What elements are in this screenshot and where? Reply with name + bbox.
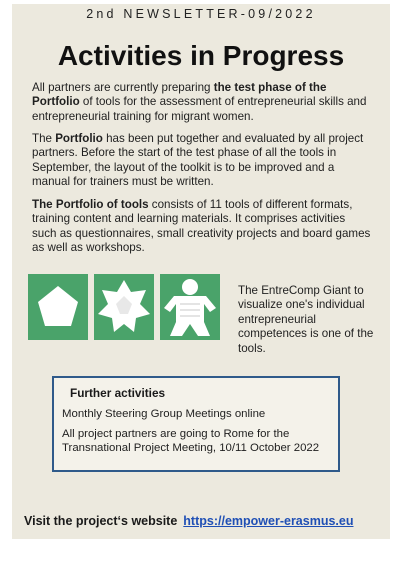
project-website-link[interactable]: https://empower-erasmus.eu bbox=[183, 514, 354, 528]
para3-text: consists of 11 tools of different formats, training content and learning materials. It comprises activities such as questionnaires, small creativity projects and board games as well as workshops. bbox=[32, 198, 371, 255]
para1-text-a: All partners are currently preparing bbox=[32, 81, 214, 94]
paragraph-test-phase bbox=[32, 81, 372, 124]
para2-text-a: The bbox=[32, 132, 56, 145]
paragraph-portfolio-tools bbox=[32, 198, 372, 256]
further-activity-1: Monthly Steering Group Meetings online bbox=[62, 408, 266, 420]
further-activities-heading: Further activities bbox=[70, 386, 166, 400]
further-activities-box bbox=[52, 376, 340, 472]
para3-bold: The Portfolio of tools bbox=[32, 198, 149, 211]
pentagon-paper-image bbox=[28, 274, 88, 340]
newsletter-header: 2nd NEWSLETTER-09/2022 bbox=[86, 7, 316, 21]
tool-images bbox=[28, 274, 228, 340]
entrecomp-caption: The EntreComp Giant to visualize one's individual entrepreneurial competences is one of the tools. bbox=[238, 284, 374, 355]
website-footer bbox=[24, 514, 384, 528]
paragraph-portfolio bbox=[32, 132, 372, 190]
further-activity-2: All project partners are going to Rome for the Transnational Project Meeting, 10/11 October 2022 bbox=[62, 427, 320, 454]
footer-label: Visit the project‘s website bbox=[24, 514, 178, 528]
page-title: Activities in Progress bbox=[57, 40, 345, 71]
para2-text-b: has been put together and evaluated by all project partners. Before the start of the test phase of all the tools in September, the layout of the toolkit is to be improved and a manual for trainers must be written. bbox=[32, 132, 364, 189]
para1-bold: the test phase of the Portfolio bbox=[32, 81, 327, 109]
para1-text-b: of tools for the assessment of entrepreneurial skills and entrepreneurial training for migrant women. bbox=[32, 95, 367, 123]
giant-figure-image bbox=[160, 274, 220, 340]
para2-bold: Portfolio bbox=[55, 132, 103, 145]
star-paper-image bbox=[94, 274, 154, 340]
newsletter-page bbox=[12, 4, 390, 539]
